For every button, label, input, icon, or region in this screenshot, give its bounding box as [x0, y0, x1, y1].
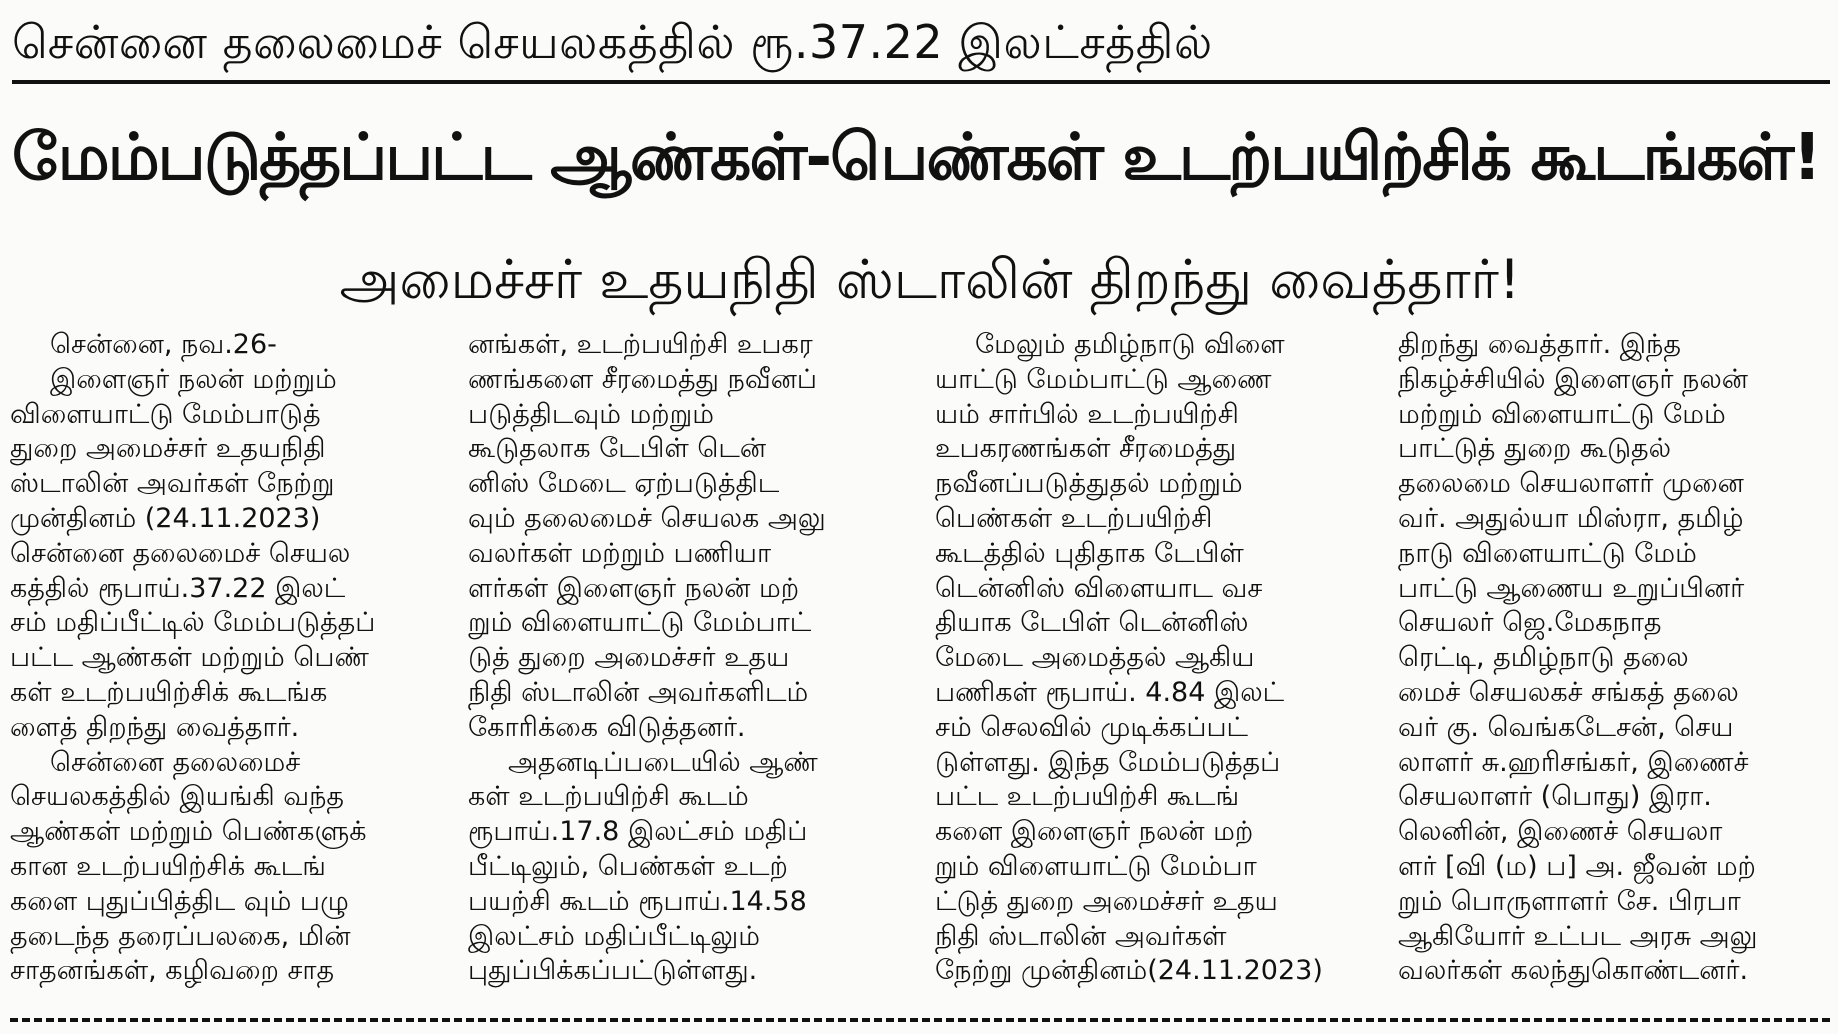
text-line: பீட்டிலும், பெண்கள் உடற்: [468, 850, 788, 882]
text-line: செயலகத்தில் இயங்கி வந்த: [10, 781, 345, 813]
text-line: துறை அமைச்சர் உதயநிதி: [10, 433, 326, 465]
bottom-dashed-rule: [10, 1018, 1830, 1022]
kicker-headline: சென்னை தலைமைச் செயலகத்தில் ரூ.37.22 இலட்சத்தில்: [12, 15, 1213, 69]
text-line: படுத்திடவும் மற்றும்: [468, 398, 714, 430]
text-line: கத்தில் ரூபாய்.37.22 இலட்: [10, 572, 346, 604]
text-line: வர் கு. வெங்கடேசன், செய: [1398, 711, 1734, 743]
text-line: ளர் [வி (ம) ப] அ. ஜீவன் மற்: [1398, 850, 1756, 882]
text-line: செயலாளர் (பொது) இரா.: [1398, 781, 1712, 813]
text-line: டுள்ளது. இந்த மேம்படுத்தப்: [935, 746, 1281, 778]
text-line: தலைமை செயலாளர் முனை: [1398, 468, 1744, 500]
sub-headline: அமைச்சர் உதயநிதி ஸ்டாலின் திறந்து வைத்தார்!: [339, 248, 1521, 311]
kicker-underline: [12, 80, 1830, 84]
text-line: சென்னை, நவ.26-: [50, 329, 277, 360]
text-line: பாட்டு ஆணைய உறுப்பினர்: [1398, 572, 1745, 604]
text-line: பணிகள் ரூபாய். 4.84 இலட்: [935, 676, 1285, 708]
text-line: றும் விளையாட்டு மேம்பாட்: [468, 607, 812, 639]
text-line: யாட்டு மேம்பாட்டு ஆணை: [935, 363, 1272, 395]
article-column-2: [468, 328, 908, 1008]
text-line: புதுப்பிக்கப்பட்டுள்ளது.: [468, 955, 758, 987]
text-line: ஸ்டாலின் அவர்கள் நேற்று: [10, 468, 335, 500]
text-line: ஆண்கள் மற்றும் பெண்களுக்: [10, 816, 367, 848]
main-headline: மேம்படுத்தப்பட்ட ஆண்கள்-பெண்கள் உடற்பயிற்சிக் கூடங்கள்!: [12, 120, 1820, 195]
article-column-1: [10, 328, 450, 1008]
text-line: னிஸ் மேடை ஏற்படுத்திட: [468, 468, 780, 500]
text-line: இளைஞர் நலன் மற்றும்: [50, 363, 337, 395]
text-line: யம் சார்பில் உடற்பயிற்சி: [935, 398, 1239, 430]
text-line: கான உடற்பயிற்சிக் கூடங்: [10, 850, 326, 882]
text-line: பயற்சி கூடம் ரூபாய்.14.58: [468, 885, 807, 917]
text-line: மேலும் தமிழ்நாடு விளை: [975, 329, 1285, 360]
text-line: நிதி ஸ்டாலின் அவர்கள்: [935, 920, 1227, 952]
text-line: களை இளைஞர் நலன் மற்: [935, 816, 1254, 848]
text-line: நிகழ்ச்சியில் இளைஞர் நலன்: [1398, 363, 1748, 395]
text-line: றும் பொருளாளர் சே. பிரபா: [1398, 885, 1741, 917]
text-line: மற்றும் விளையாட்டு மேம்: [1398, 398, 1726, 430]
text-line: டென்னிஸ் விளையாட வச: [935, 572, 1263, 604]
text-line: கள் உடற்பயிற்சிக் கூடங்க: [10, 676, 328, 708]
text-line: ணங்களை சீரமைத்து நவீனப்: [468, 363, 817, 395]
text-line: ளர்கள் இளைஞர் நலன் மற்: [468, 572, 800, 604]
text-line: கோரிக்கை விடுத்தனர்.: [468, 711, 746, 743]
text-line: இலட்சம் மதிப்பீட்டிலும்: [468, 920, 760, 952]
text-line: நேற்று முன்தினம்(24.11.2023): [935, 955, 1323, 987]
text-line: சம் மதிப்பீட்டில் மேம்படுத்தப்: [10, 607, 376, 639]
text-line: சம் செலவில் முடிக்கப்பட்: [935, 711, 1249, 743]
text-line: வர். அதுல்யா மிஸ்ரா, தமிழ்: [1398, 502, 1744, 534]
text-line: மேடை அமைத்தல் ஆகிய: [935, 642, 1255, 674]
text-line: டுத் துறை அமைச்சர் உதய: [468, 642, 790, 674]
text-line: லாளர் சு.ஹரிசங்கர், இணைச்: [1398, 746, 1749, 778]
text-line: முன்தினம் (24.11.2023): [10, 502, 321, 534]
text-line: சாதனங்கள், கழிவறை சாத: [10, 955, 335, 987]
text-line: விளையாட்டு மேம்பாடுத்: [10, 398, 321, 430]
text-line: திறந்து வைத்தார். இந்த: [1398, 329, 1681, 360]
text-line: வும் தலைமைச் செயலக அலு: [468, 502, 826, 534]
text-line: சென்னை தலைமைச் செயல: [10, 537, 351, 569]
article-column-3: [935, 328, 1375, 1008]
text-line: ரூபாய்.17.8 இலட்சம் மதிப்: [468, 816, 808, 848]
text-line: லெனின், இணைச் செயலா: [1398, 816, 1723, 848]
text-line: கள் உடற்பயிற்சி கூடம்: [468, 781, 749, 813]
text-line: வலர்கள் கலந்துகொண்டனர்.: [1398, 955, 1749, 987]
text-line: ஆகியோர் உட்பட அரசு அலு: [1398, 920, 1758, 952]
text-line: தியாக டேபிள் டென்னிஸ்: [935, 607, 1249, 639]
text-line: ட்டுத் துறை அமைச்சர் உதய: [935, 885, 1278, 917]
text-line: மைச் செயலகச் சங்கத் தலை: [1398, 676, 1739, 708]
text-line: உபகரணங்கள் சீரமைத்து: [935, 433, 1237, 465]
text-line: களை புதுப்பித்திட வும் பழு: [10, 885, 349, 917]
text-line: கூடுதலாக டேபிள் டென்: [468, 433, 767, 465]
text-line: அதனடிப்படையில் ஆண்: [508, 746, 818, 778]
text-line: வலர்கள் மற்றும் பணியா: [468, 537, 772, 569]
text-line: பாட்டுத் துறை கூடுதல்: [1398, 433, 1672, 465]
text-line: ரெட்டி, தமிழ்நாடு தலை: [1398, 642, 1689, 674]
text-line: செயலர் ஜெ.மேகநாத: [1398, 607, 1662, 639]
text-line: றும் விளையாட்டு மேம்பா: [935, 850, 1257, 882]
article-column-4: [1398, 328, 1838, 1008]
text-line: பெண்கள் உடற்பயிற்சி: [935, 502, 1213, 534]
text-line: னங்கள், உடற்பயிற்சி உபகர: [468, 329, 813, 360]
text-line: தடைந்த தரைப்பலகை, மின்: [10, 920, 351, 952]
article-body: [10, 328, 1830, 1008]
text-line: பட்ட ஆண்கள் மற்றும் பெண்: [10, 642, 369, 674]
text-line: கூடத்தில் புதிதாக டேபிள்: [935, 537, 1244, 569]
text-line: நிதி ஸ்டாலின் அவர்களிடம்: [468, 676, 809, 708]
text-line: ளைத் திறந்து வைத்தார்.: [10, 711, 300, 743]
text-line: நவீனப்படுத்துதல் மற்றும்: [935, 468, 1243, 500]
text-line: நாடு விளையாட்டு மேம்: [1398, 537, 1697, 569]
text-line: சென்னை தலைமைச்: [50, 746, 301, 778]
text-line: பட்ட உடற்பயிற்சி கூடங்: [935, 781, 1240, 813]
